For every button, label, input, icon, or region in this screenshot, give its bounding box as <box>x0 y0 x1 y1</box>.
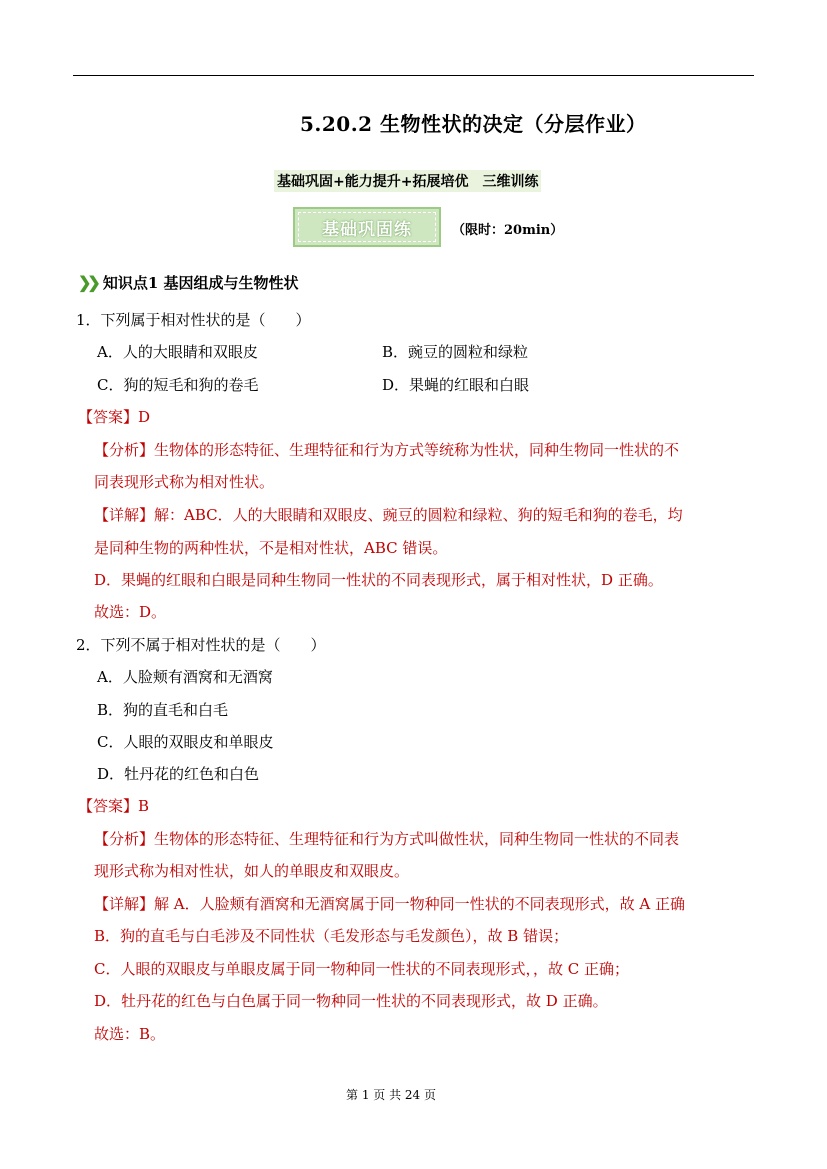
q2-analysis-line-2: 现形式称为相对性状，如人的单眼皮和双眼皮。 <box>94 862 410 880</box>
q2-detail-line-4: D．牡丹花的红色与白色属于同一物种同一性状的不同表现形式，故 D 正确。 <box>94 992 608 1010</box>
time-limit: （限时：20min） <box>452 223 564 238</box>
level-badge <box>293 207 441 247</box>
q1-option-a: A．人的大眼睛和双眼皮 <box>97 343 258 361</box>
double-chevron-icon: ❯❯ <box>78 273 97 292</box>
q2-option-c: C．人眼的双眼皮和单眼皮 <box>97 733 274 751</box>
q1-detail-line-3: D．果蝇的红眼和白眼是同种生物同一性状的不同表现形式，属于相对性状，D 正确。 <box>94 571 663 589</box>
q2-detail-line-3: C．人眼的双眼皮与单眼皮属于同一物种同一性状的不同表现形式，，故 C 正确； <box>94 960 629 978</box>
header-rule <box>73 75 754 76</box>
section-heading <box>78 272 298 293</box>
q1-detail-line-1: 【详解】解：ABC．人的大眼睛和双眼皮、豌豆的圆粒和绿粒、狗的短毛和狗的卷毛，均 <box>94 506 683 524</box>
page-title: 5.20.2 生物性状的决定（分层作业） <box>300 112 647 136</box>
q1-answer: 【答案】D <box>78 408 151 426</box>
q2-choice: 故选：B。 <box>94 1025 166 1043</box>
page-subtitle: 基础巩固+能力提升+拓展培优 三维训练 <box>274 170 541 192</box>
section-title: 知识点1 基因组成与生物性状 <box>102 274 299 292</box>
q1-stem: 1．下列属于相对性状的是（ ） <box>76 311 311 329</box>
q2-option-a: A．人脸颊有酒窝和无酒窝 <box>97 668 273 686</box>
q2-detail-line-2: B．狗的直毛与白毛涉及不同性状（毛发形态与毛发颜色），故 B 错误； <box>94 927 569 945</box>
q2-option-b: B．狗的直毛和白毛 <box>97 701 229 719</box>
q2-analysis-line-1: 【分析】生物体的形态特征、生理特征和行为方式叫做性状，同种生物同一性状的不同表 <box>94 830 680 848</box>
q2-answer: 【答案】B <box>78 797 150 815</box>
q2-stem: 2．下列不属于相对性状的是（ ） <box>76 636 326 654</box>
q1-analysis-line-2: 同表现形式称为相对性状。 <box>94 473 275 491</box>
q1-detail-line-2: 是同种生物的两种性状，不是相对性状，ABC 错误。 <box>94 539 448 557</box>
level-badge-label: 基础巩固练 <box>298 212 436 242</box>
page-number: 第 1 页 共 24 页 <box>346 1088 436 1102</box>
q1-choice: 故选：D。 <box>94 603 167 621</box>
q1-option-b: B．豌豆的圆粒和绿粒 <box>382 343 529 361</box>
q1-option-c: C．狗的短毛和狗的卷毛 <box>97 376 259 394</box>
q1-option-d: D．果蝇的红眼和白眼 <box>382 376 530 394</box>
q1-analysis-line-1: 【分析】生物体的形态特征、生理特征和行为方式等统称为性状，同种生物同一性状的不 <box>94 441 680 459</box>
q2-option-d: D．牡丹花的红色和白色 <box>97 765 260 783</box>
q2-detail-line-1: 【详解】解 A．人脸颊有酒窝和无酒窝属于同一物种同一性状的不同表现形式，故 A 正确 <box>94 895 685 913</box>
